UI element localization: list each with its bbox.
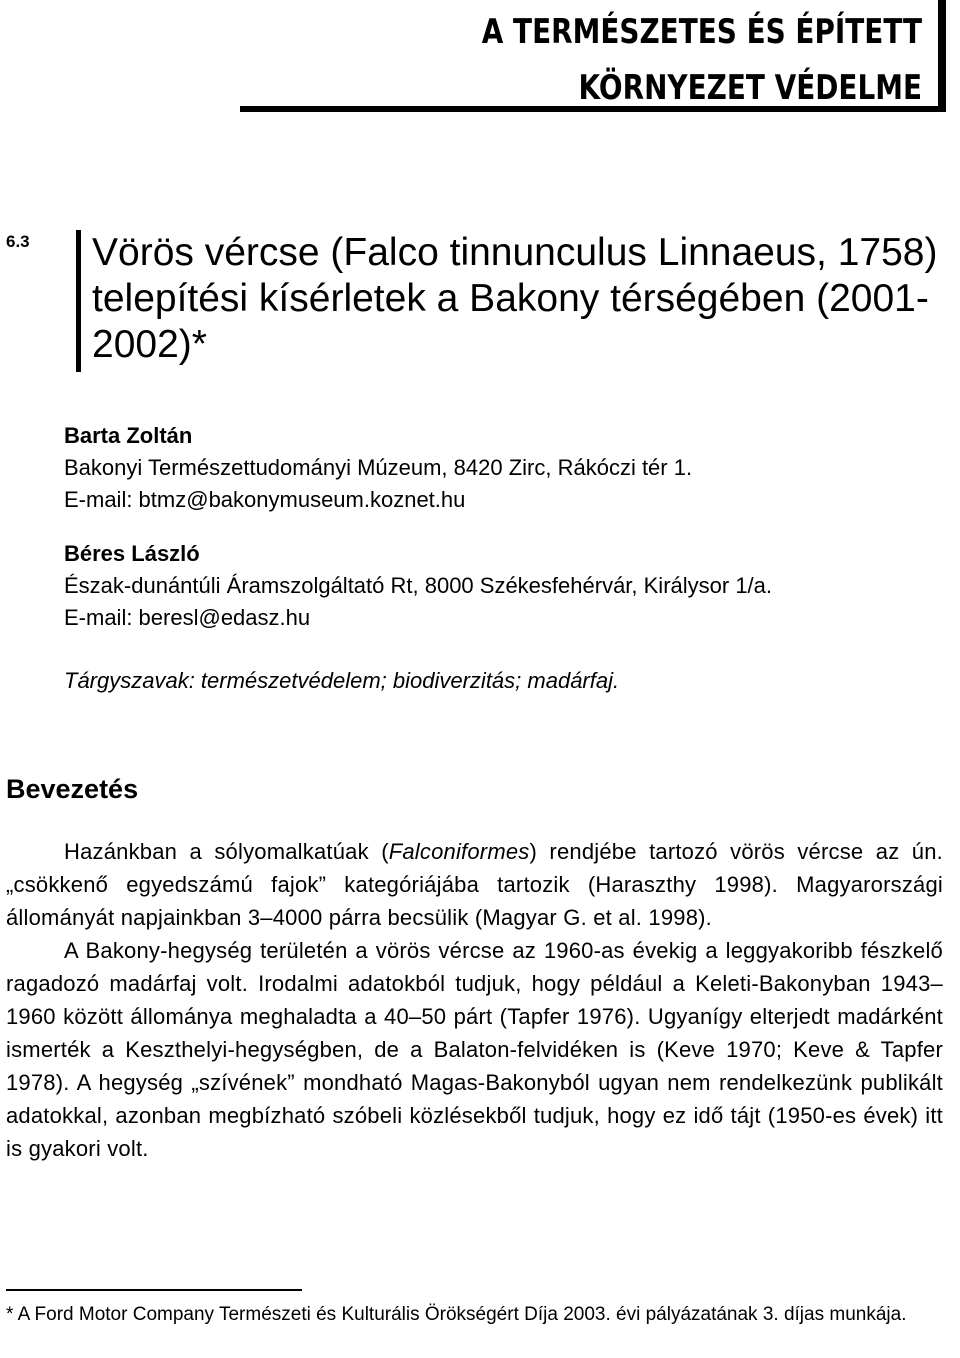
paragraph-text: Hazánkban a sólyomalkatúak ( (64, 839, 389, 864)
chapter-header-box (240, 0, 946, 112)
section-heading: Bevezetés (6, 774, 139, 804)
paragraph (6, 835, 943, 934)
chapter-header-title: A TERMÉSZETES ÉS ÉPÍTETT KÖRNYEZET VÉDELME (481, 12, 922, 108)
author-block (64, 420, 954, 516)
author-name: Barta Zoltán (64, 423, 193, 448)
author-email: E-mail: btmz@bakonymuseum.koznet.hu (64, 487, 466, 512)
section-body (6, 835, 943, 1165)
taxon-name: Falconiformes (388, 839, 530, 864)
author-affiliation: Észak-dunántúli Áramszolgáltató Rt, 8000 Székesfehérvár, Királysor 1/a. (64, 573, 773, 598)
authors-section (64, 420, 954, 656)
paragraph: A Bakony-hegység területén a vörös vércse az 1960-as évekig a leggyakoribb fészkelő ragadozó madárfaj volt. Irodalmi adatokból tudjuk, hogy például a Keleti-Bakonyban 1943–1960 között állománya meghaladta a 40–50 párt (Tapfer 1976). Ugyanígy elterjedt madárként ismerték a Keszthelyi-hegységben, de a Balaton-felvidéken is (Keve 1970; Keve & Tapfer 1978). A hegység „szívének” mondható Magas-Bakonyból ugyan nem rendelkezünk publikált adatokkal, azonban megbízható szóbeli közlésekből tudjuk, hogy ez idő tájt (1950-es évek) itt is gyakori volt. (6, 938, 943, 1161)
author-name: Béres László (64, 541, 200, 566)
title-vertical-bar (76, 230, 81, 372)
author-email: E-mail: beresl@edasz.hu (64, 605, 311, 630)
keywords: Tárgyszavak: természetvédelem; biodiverzitás; madárfaj. (64, 668, 620, 693)
author-block (64, 538, 954, 634)
paragraph-text: ) rendjébe tartozó vörös vércse az ún. „csökkenő egyedszámú fajok” kategóriájába tartozik (Haraszthy 1998). Magyarországi állományát napjainkban 3–4000 párra becsülik (Magyar G. et al. 1998). (6, 839, 943, 930)
footnote: * A Ford Motor Company Természeti és Kulturális Örökségért Díja 2003. évi pályázatának 3. díjas munkája. (6, 1304, 907, 1325)
article-title: Vörös vércse (Falco tinnunculus Linnaeus, 1758) telepítési kísérletek a Bakony térségében (2001-2002)* (92, 231, 938, 366)
footnote-divider (6, 1289, 302, 1291)
article-number: 6.3 (6, 232, 30, 251)
author-affiliation: Bakonyi Természettudományi Múzeum, 8420 Zirc, Rákóczi tér 1. (64, 455, 693, 480)
